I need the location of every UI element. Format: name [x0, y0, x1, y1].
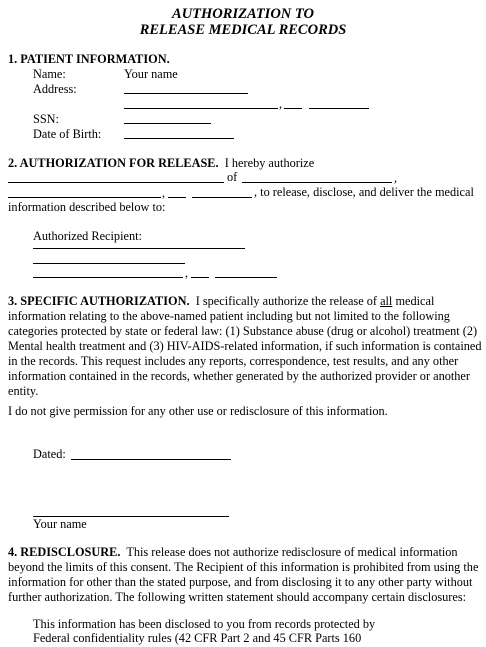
- section3-line: information contained in the records, whether generated by the authorized provider or another: [8, 369, 470, 383]
- section4-line: beyond the limits of this consent. The Recipient of this information is prohibited from using the: [8, 560, 479, 574]
- statement-line: Federal confidentiality rules (42 CFR Part 2 and 45 CFR Parts 160: [33, 631, 362, 645]
- recipient-label: Authorized Recipient:: [33, 229, 142, 243]
- section2-heading: 2. AUTHORIZATION FOR RELEASE.: [8, 156, 219, 170]
- name-value: Your name: [124, 67, 178, 81]
- comma-separator: ,: [162, 186, 166, 200]
- ssn-field[interactable]: [124, 123, 211, 124]
- section3-heading: 3. SPECIFIC AUTHORIZATION.: [8, 294, 190, 308]
- address-line-2-city[interactable]: [124, 108, 278, 109]
- dob-field[interactable]: [124, 138, 234, 139]
- address-zip-field[interactable]: [309, 108, 369, 109]
- section4-line: information for other than the stated purpose, and from disclosing it to any other party without: [8, 575, 473, 589]
- provider-state-field[interactable]: [168, 197, 186, 198]
- signature-name: Your name: [33, 517, 87, 531]
- ssn-label: SSN:: [33, 112, 59, 126]
- dated-label: Dated:: [33, 447, 66, 461]
- provider-zip-field[interactable]: [192, 197, 252, 198]
- section3-line: entity.: [8, 384, 39, 398]
- authorized-provider-field[interactable]: [8, 182, 224, 183]
- name-label: Name:: [33, 67, 66, 81]
- section3-line: information relating to the above-named patient including but not limited to the following: [8, 309, 450, 323]
- address-line-1[interactable]: [124, 93, 248, 94]
- of-word: of: [227, 170, 238, 184]
- section3-line: in the records. This request includes any reports, correspondence, test results, and any other: [8, 354, 459, 368]
- dob-label: Date of Birth:: [33, 127, 102, 141]
- provider-address-field[interactable]: [242, 182, 392, 183]
- recipient-address-field[interactable]: [33, 263, 185, 264]
- recipient-name-field[interactable]: [33, 248, 245, 249]
- section4-heading: 4. REDISCLOSURE.: [8, 545, 121, 559]
- recipient-zip-field[interactable]: [215, 277, 277, 278]
- section4-line: further authorization. The following written statement should accompany certain disclosures:: [8, 590, 467, 604]
- provider-city-field[interactable]: [8, 197, 161, 198]
- release-text: , to release, disclose, and deliver the medical: [254, 185, 474, 199]
- comma-separator: ,: [394, 171, 398, 185]
- address-label: Address:: [33, 82, 77, 96]
- section4-paragraph: [8, 545, 486, 605]
- comma-separator: ,: [185, 266, 189, 280]
- section3-line: Mental health treatment and (3) HIV-AIDS-related information, if such information is contained: [8, 339, 482, 353]
- comma-separator: ,: [279, 97, 283, 111]
- section4-first-line: 4. REDISCLOSURE. This release does not authorize redisclosure of medical information: [8, 545, 458, 559]
- recipient-state-field[interactable]: [191, 277, 209, 278]
- document-title-line2: RELEASE MEDICAL RECORDS: [139, 22, 347, 38]
- section3-first-line: 3. SPECIFIC AUTHORIZATION. I specifically authorize the release of all medical: [8, 294, 435, 308]
- all-underlined: all: [380, 294, 393, 308]
- section1-heading: 1. PATIENT INFORMATION.: [8, 52, 170, 66]
- statement-line: This information has been disclosed to you from records protected by: [33, 617, 376, 631]
- section3-paragraph: [8, 294, 486, 399]
- date-field[interactable]: [71, 459, 231, 460]
- section2-intro: I hereby authorize: [224, 156, 315, 170]
- section2-first-line: [8, 156, 314, 171]
- document-title-line1: AUTHORIZATION TO: [172, 6, 314, 22]
- section2-line3: information described below to:: [8, 200, 166, 214]
- no-permission-statement: I do not give permission for any other use or redisclosure of this information.: [8, 404, 388, 418]
- address-state-field[interactable]: [284, 108, 302, 109]
- recipient-city-field[interactable]: [33, 277, 183, 278]
- section3-line: categories protected by state or federal law: (1) Substance abuse (drug or alcohol) treatment (2): [8, 324, 478, 338]
